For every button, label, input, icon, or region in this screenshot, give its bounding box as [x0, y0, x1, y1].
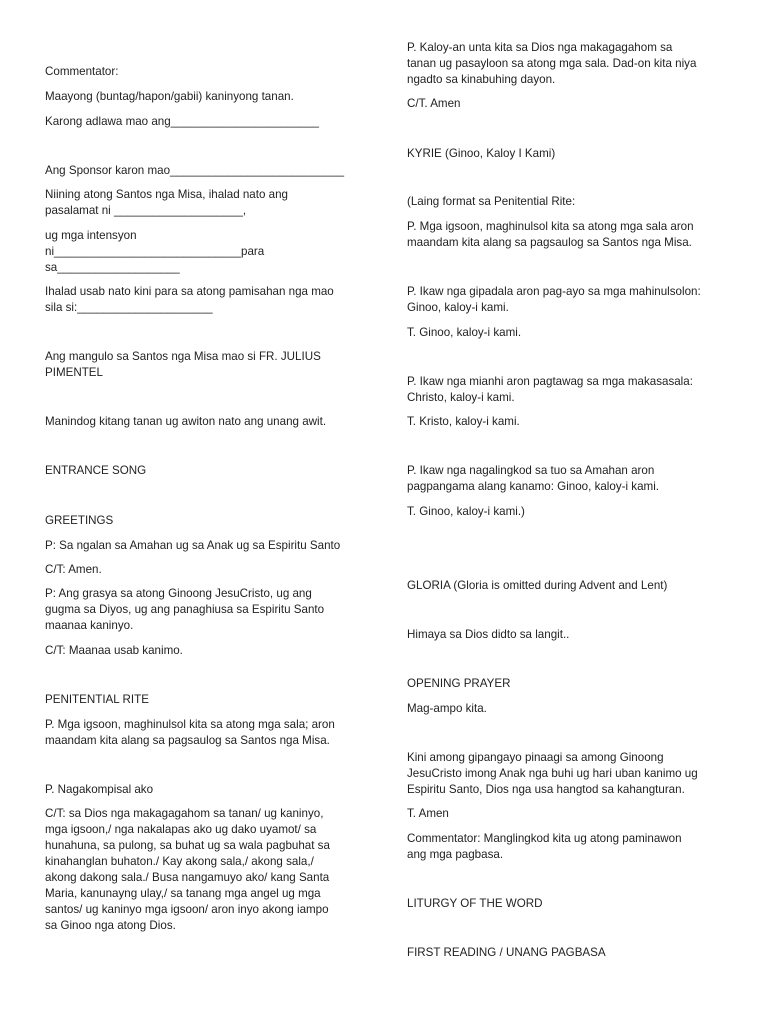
response-1: T. Ginoo, kaloy-i kami.: [407, 326, 522, 339]
greeting-line: Maayong (buntag/hapon/gabii) kaninyong tanan.: [45, 90, 294, 103]
greetings-heading: GREETINGS: [45, 514, 114, 527]
first-reading-heading: FIRST READING / UNANG PAGBASA: [407, 946, 606, 959]
alternate-format-note: (Laing format sa Penitential Rite:: [407, 195, 576, 208]
prayer-amen-response: T. Amen: [407, 807, 449, 820]
confiteor-paragraph: C/T: sa Dios nga makagagahom sa tanan/ ug kaninyo, mga igsoon,/ nga nakalapas ako ug dako uyamot/ sa hunahuna, sa pulong, sa buhat ug sa wala pagbuhat sa kinahanglan buhaton./ Kay akong sala,/ akong sala,/ akong dakong sala./ Busa nangamuyo ako/ kang Santa Maria, kanunayng ulay,/ sa tanang mga angel ug mga santos/ ug kaninyo mga igsoon/ aron inyo akong iampo sa Ginoo nga atong Dios.: [45, 807, 330, 932]
presider-paragraph: Ang mangulo sa Santos nga Misa mao si FR. JULIUS PIMENTEL: [45, 350, 321, 379]
invocation-3: P. Ikaw nga nagalingkod sa tuo sa Amahan aron pagpangama alang kanamo: Ginoo, kaloy-i kami.: [407, 464, 659, 493]
intentions-paragraph: ug mga intensyon ni_____________________________para sa___________________: [45, 229, 265, 274]
gloria-heading: GLORIA (Gloria is omitted during Advent and Lent): [407, 579, 668, 592]
readings-instruction-paragraph: Commentator: Manglingkod kita ug atong paminawon ang mga pagbasa.: [407, 832, 682, 861]
grace-greeting-paragraph: P: Ang grasya sa atong Ginoong JesuCristo, ug ang gugma sa Diyos, ug ang panaghiusa sa Espiritu Santo maanaa kaninyo.: [45, 587, 325, 632]
confiteor-intro: P. Nagakompisal ako: [45, 783, 154, 796]
date-blank-line: Karong adlawa mao ang_______________________: [45, 115, 319, 128]
entrance-song-heading: ENTRANCE SONG: [45, 464, 147, 477]
response-2: T. Kristo, kaloy-i kami.: [407, 415, 520, 428]
let-us-pray-line: Mag-ampo kita.: [407, 702, 487, 715]
invocation-1: P. Ikaw nga gipadala aron pag-ayo sa mga mahinulsolon: Ginoo, kaloy-i kami.: [407, 285, 701, 314]
thanksgiving-paragraph: Niining atong Santos nga Misa, ihalad nato ang pasalamat ni ____________________,: [45, 188, 288, 217]
stand-instruction: Manindog kitang tanan ug awiton nato ang unang awit.: [45, 415, 327, 428]
penitential-rite-heading: PENITENTIAL RITE: [45, 693, 149, 706]
absolution-paragraph: P. Kaloy-an unta kita sa Dios nga makagagahom sa tanan ug pasayloon sa atong mga sala. Dad-on kita niya ngadto sa kinabuhing dayon.: [407, 41, 697, 86]
sponsor-blank-line: Ang Sponsor karon mao___________________________: [45, 164, 345, 177]
parish-offering-paragraph: Ihalad usab nato kini para sa atong pamisahan nga mao sila si:_____________________: [45, 285, 334, 314]
greeting-response: C/T: Maanaa usab kanimo.: [45, 644, 183, 657]
gloria-first-line: Himaya sa Dios didto sa langit..: [407, 628, 570, 641]
penitential-invitation-paragraph: P. Mga igsoon, maghinulsol kita sa atong mga sala; aron maandam kita alang sa pagsaulog sa Santos nga Misa.: [45, 718, 335, 747]
amen-response: C/T: Amen.: [45, 563, 102, 576]
opening-prayer-heading: OPENING PRAYER: [407, 677, 511, 690]
sign-of-cross-line: P: Sa ngalan sa Amahan ug sa Anak ug sa Espiritu Santo: [45, 539, 341, 552]
response-3: T. Ginoo, kaloy-i kami.): [407, 505, 525, 518]
absolution-response: C/T. Amen: [407, 97, 461, 110]
alternate-invitation-paragraph: P. Mga igsoon, maghinulsol kita sa atong mga sala aron maandam kita alang sa pagsaulog sa Santos nga Misa.: [407, 220, 694, 249]
commentator-heading: Commentator:: [45, 65, 119, 78]
prayer-conclusion-paragraph: Kini among gipangayo pinaagi sa among Ginoong JesuCristo imong Anak nga buhi ug hari uban kanimo ug Espiritu Santo, Dios nga usa hangtod sa kahangturan.: [407, 751, 698, 796]
invocation-2: P. Ikaw nga mianhi aron pagtawag sa mga makasasala: Christo, kaloy-i kami.: [407, 375, 693, 404]
kyrie-heading: KYRIE (Ginoo, Kaloy I Kami): [407, 147, 556, 160]
liturgy-of-word-heading: LITURGY OF THE WORD: [407, 897, 543, 910]
